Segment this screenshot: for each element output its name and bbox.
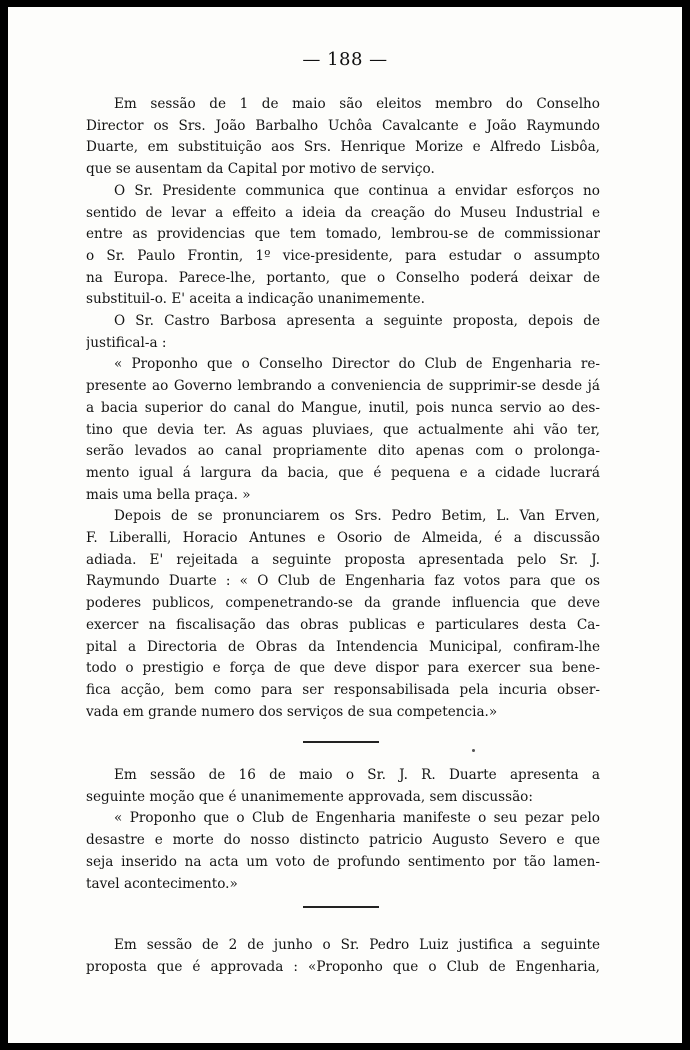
text-line: tavel acontecimento.» xyxy=(86,875,238,892)
document-page xyxy=(8,7,682,1043)
text-line: adiada. E' rejeitada a seguinte proposta apresentada pelo Sr. J. xyxy=(86,551,600,568)
section-divider xyxy=(303,906,379,908)
text-line: Em sessão de 16 de maio o Sr. J. R. Duarte apresenta a xyxy=(114,767,600,783)
text-line: O Sr. Presidente communica que continua a envidar esforços no xyxy=(114,182,600,199)
text-line: F. Liberalli, Horacio Antunes e Osorio de Almeida, é a discussão xyxy=(86,530,600,547)
text-line: mento igual á largura da bacia, que é pequena e a cidade lucrará xyxy=(86,464,600,481)
text-line: justifical-a : xyxy=(86,334,167,351)
text-line: « Proponho que o Club de Engenharia manifeste o seu pezar pelo xyxy=(114,810,600,827)
text-line: seja inserido na acta um voto de profundo sentimento por tão lamen- xyxy=(86,853,600,870)
text-line: Duarte, em substituição aos Srs. Henrique Morize e Alfredo Lisbôa, xyxy=(86,139,600,156)
section-3-text xyxy=(86,935,600,978)
text-line: Em sessão de 2 de junho o Sr. Pedro Luiz justifica a seguinte xyxy=(114,937,600,953)
page-number: — 188 — xyxy=(302,49,388,70)
text-line: O Sr. Castro Barbosa apresenta a seguinte proposta, depois de xyxy=(114,313,600,330)
print-speck xyxy=(472,749,475,752)
text-line: « Proponho que o Conselho Director do Club de Engenharia re- xyxy=(114,356,600,373)
text-line: presente ao Governo lembrando a conveniencia de supprimir-se desde já xyxy=(86,378,600,395)
text-line: substituil-o. E' aceita a indicação unanimemente. xyxy=(86,291,425,308)
text-line: todo o prestigio e força de que deve dispor para exercer sua bene- xyxy=(86,660,600,677)
text-line: que se ausentam da Capital por motivo de serviço. xyxy=(86,161,435,178)
text-line: na Europa. Parece-lhe, portanto, que o Conselho poderá deixar de xyxy=(86,269,600,286)
text-line: mais uma bella praça. » xyxy=(86,486,251,503)
text-line: Depois de se pronunciarem os Srs. Pedro Betim, L. Van Erven, xyxy=(114,508,600,525)
section-divider xyxy=(303,741,379,743)
text-line: pital a Directoria de Obras da Intendencia Municipal, confiram-lhe xyxy=(86,638,600,655)
section-1-text xyxy=(86,94,600,723)
text-line: vada em grande numero dos serviços de sua competencia.» xyxy=(86,703,498,720)
text-line: serão levados ao canal propriamente dito apenas com o prolonga- xyxy=(86,443,600,460)
text-line: a bacia superior do canal do Mangue, inutil, pois nunca servio ao des- xyxy=(86,399,600,416)
text-line: entre as providencias que tem tomado, lembrou-se de commissionar xyxy=(86,226,600,243)
text-line: o Sr. Paulo Frontin, 1º vice-presidente, para estudar o assumpto xyxy=(86,247,600,264)
text-line: tino que devia ter. As aguas pluviaes, que actualmente ahi vão ter, xyxy=(86,421,600,438)
text-line: proposta que é approvada : «Proponho que o Club de Engenharia, xyxy=(86,958,600,975)
text-line: Em sessão de 1 de maio são eleitos membro do Conselho xyxy=(114,96,600,112)
text-line: desastre e morte do nosso distincto patricio Augusto Severo e que xyxy=(86,832,600,849)
text-line: Raymundo Duarte : « O Club de Engenharia faz votos para que os xyxy=(86,573,600,590)
text-line: poderes publicos, compenetrando-se da grande influencia que deve xyxy=(86,595,600,612)
section-2-text xyxy=(86,765,600,895)
text-line: exercer na fiscalisação das obras publicas e particulares desta Ca- xyxy=(86,616,600,633)
text-line: sentido de levar a effeito a ideia da creação do Museu Industrial e xyxy=(86,204,600,221)
text-line: seguinte moção que é unanimemente approvada, sem discussão: xyxy=(86,788,533,805)
text-line: Director os Srs. João Barbalho Uchôa Cavalcante e João Raymundo xyxy=(86,117,600,134)
text-line: fica acção, bem como para ser responsabilisada pela incuria obser- xyxy=(86,681,600,698)
